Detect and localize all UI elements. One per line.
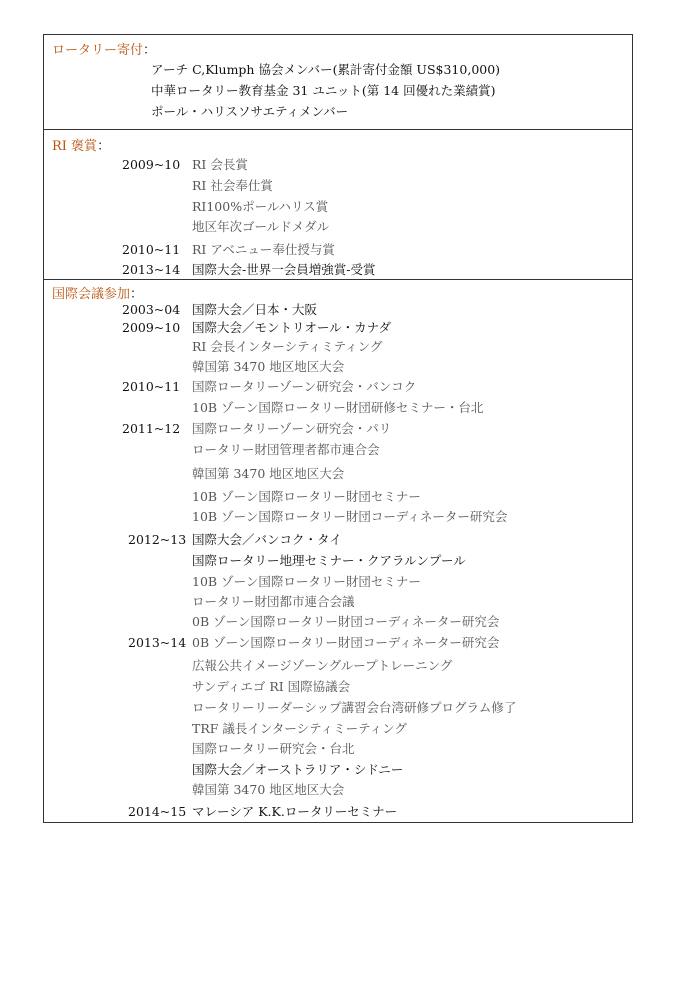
donation-section xyxy=(44,35,632,130)
conference-text: 国際ロータリー研究会・台北 xyxy=(192,741,355,756)
award-text: RI 会長賞 xyxy=(192,157,248,172)
conference-text: サンディエゴ RI 国際協議会 xyxy=(192,679,351,694)
conference-text: 韓国第 3470 地区地区大会 xyxy=(192,782,345,797)
conference-text: ロータリーリーダーシップ講習会台湾研修プログラム修了 xyxy=(192,700,517,715)
donation-item: ポール・ハリスソサエティメンバー xyxy=(151,104,349,119)
conference-year: 2003~04 xyxy=(122,302,181,317)
award-text: 国際大会-世界一会員増強賞-受賞 xyxy=(192,262,376,277)
conference-text: 国際大会／モントリオール・カナダ xyxy=(192,320,392,335)
conferences-title: 国際会議参加： xyxy=(52,287,144,302)
award-text: RI アベニュー奉仕授与賞 xyxy=(192,242,335,257)
donation-item: 中華ロータリー教育基金 31 ユニット(第 14 回優れた業績賞) xyxy=(151,83,496,98)
conference-text: 国際大会／日本・大阪 xyxy=(192,302,318,317)
conference-year: 2013~14 xyxy=(128,635,187,650)
conferences-section xyxy=(44,279,632,824)
award-year: 2013~14 xyxy=(122,262,181,277)
conference-text: 国際大会／オーストラリア・シドニー xyxy=(192,762,404,777)
conference-text: 国際ロータリーゾーン研究会・バンコク xyxy=(192,379,417,394)
conference-text: 国際ロータリー地理セミナー・クアラルンプール xyxy=(192,553,466,568)
conference-text: 10B ゾーン国際ロータリー財団コーディネーター研究会 xyxy=(192,509,508,524)
document-table xyxy=(43,34,633,823)
donation-title: ロータリー寄付： xyxy=(52,43,157,58)
conference-year: 2009~10 xyxy=(122,320,181,335)
conference-text: 韓国第 3470 地区地区大会 xyxy=(192,359,345,374)
award-text: RI 社会奉仕賞 xyxy=(192,178,273,193)
conference-text: 0B ゾーン国際ロータリー財団コーディネーター研究会 xyxy=(192,614,500,629)
conference-year: 2010~11 xyxy=(122,379,181,394)
awards-section xyxy=(44,129,632,280)
conference-year: 2014~15 xyxy=(128,804,187,819)
conference-text: 10B ゾーン国際ロータリー財団セミナー xyxy=(192,574,421,589)
conference-text: 韓国第 3470 地区地区大会 xyxy=(192,466,345,481)
conference-text: RI 会長インターシティミティング xyxy=(192,339,383,354)
conference-text: ロータリー財団都市連合会議 xyxy=(192,594,355,609)
conference-text: 10B ゾーン国際ロータリー財団セミナー xyxy=(192,489,421,504)
conference-text: 国際大会／バンコク・タイ xyxy=(192,532,342,547)
donation-item: アーチ C,Klumph 協会メンバー(累計寄付金額 US$310,000) xyxy=(151,62,501,77)
conference-text: マレーシア K.K.ロータリーセミナー xyxy=(192,804,398,819)
conference-text: 10B ゾーン国際ロータリー財団研修セミナー・台北 xyxy=(192,400,484,415)
award-text: RI100%ポールハリス賞 xyxy=(192,199,329,214)
conference-text: 0B ゾーン国際ロータリー財団コーディネーター研究会 xyxy=(192,635,500,650)
award-text: 地区年次ゴールドメダル xyxy=(192,219,330,234)
awards-title: RI 褒賞： xyxy=(52,139,111,154)
conference-text: ロータリー財団管理者都市連合会 xyxy=(192,442,380,457)
award-year: 2010~11 xyxy=(122,242,181,257)
conference-text: TRF 議長インターシティミーティング xyxy=(192,721,407,736)
conference-year: 2012~13 xyxy=(128,532,187,547)
conference-text: 広報公共イメージゾーングループトレーニング xyxy=(192,658,453,673)
conference-year: 2011~12 xyxy=(122,421,181,436)
award-year: 2009~10 xyxy=(122,157,181,172)
conference-text: 国際ロータリーゾーン研究会・パリ xyxy=(192,421,392,436)
